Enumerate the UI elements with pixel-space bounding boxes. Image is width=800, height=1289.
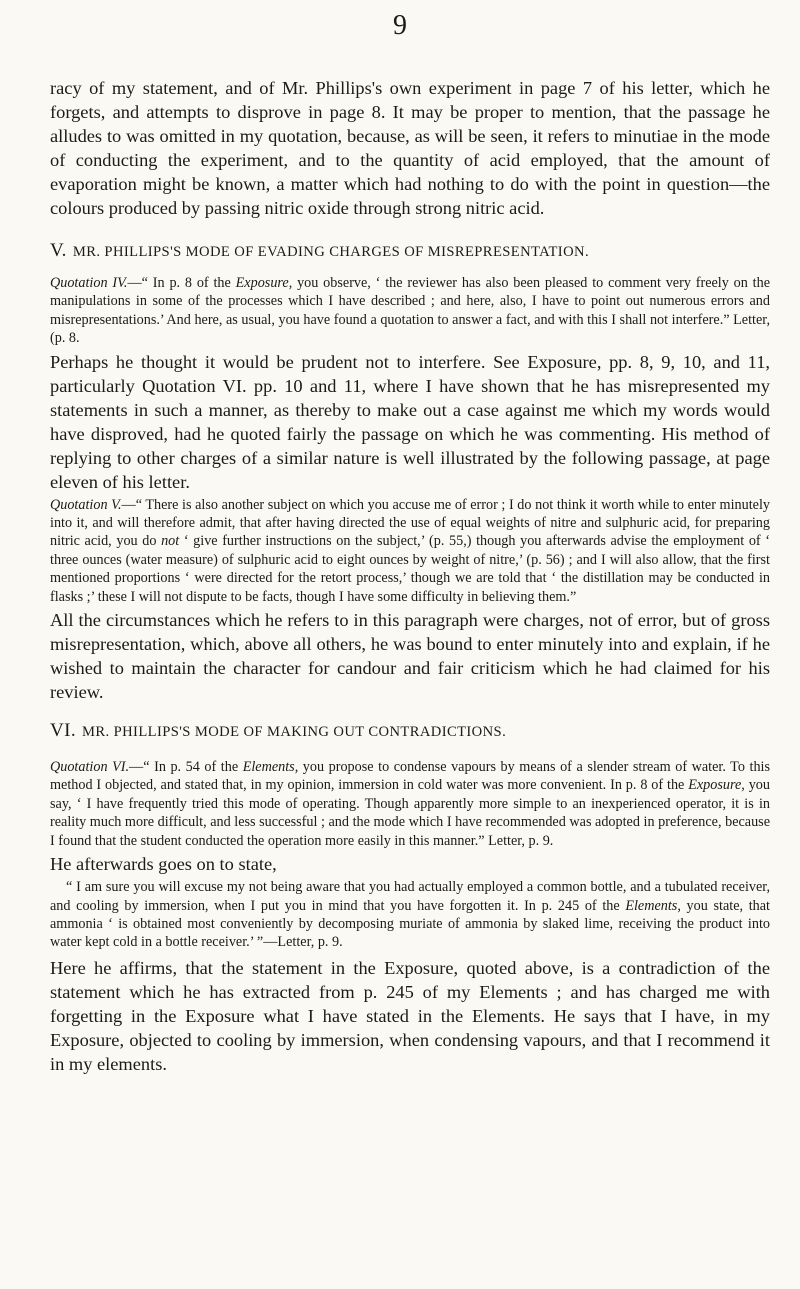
paragraph-continuation: racy of my statement, and of Mr. Phillips's own experiment in page 7 of his letter, which he forgets, and attempts to disprove in page 8. It may be proper to mention, that the passage he alludes to was omitted in my quotation, because, as will be seen, it refers to minutiae in the mode of conducting the experiment, and to the quantity of acid employed, that the amount of evaporation might be known, a matter which had nothing to do with the point in question—the colours produced by passing nitric oxide through strong nitric acid. [50,78,770,218]
quotation-label: Quotation IV. [50,275,128,291]
book-title: Exposure, [688,777,745,794]
book-title: Elements, [242,759,299,776]
emphasis-not: not [161,533,180,550]
book-title: Elements, [625,897,681,914]
section-heading-v [50,240,770,262]
quotation-v: Quotation V.—“ There is also another subject on which you accuse me of error ; I do not think it worth while to enter minutely into it, and will therefore admit, that after having directed the use of equal weights of nitre and sulphuric acid, for preparing nitric acid, you do not ‘ give further instructions on the subject,’ (p. 55,) though you afterwards advise the employment of ‘ three ounces (water measure) of sulphuric acid to eight ounces by weight of nitre,’ (p. 56) ; and I will also allow, that the first mentioned proportions ‘ were directed for the retort process,’ though we are told that ‘ the distillation may be conducted in flasks ;’ these I will not dispute to be facts, though I have some difficulty in believing them.” [50,496,770,605]
page-body [50,76,770,1076]
paragraph-reply-v: All the circumstances which he refers to in this paragraph were charges, not of error, but of gross misrepresentation, which, above all others, he was bound to enter minutely into and explain, if he wished to maintain the character for candour and fair criticism which he had claimed for his review. [50,610,770,703]
section-number: V. [50,240,67,261]
paragraph-contradiction: Here he affirms, that the statement in the Exposure, quoted above, is a contradiction of the statement which he has extracted from p. 245 of my Elements ; and has charged me with forgetting in the Exposure what I have stated in the Elements. He says that I have, in my Exposure, objected to cooling by immersion, when condensing vapours, and that I recommend it in my elements. [50,957,770,1074]
quotation-label: Quotation VI. [50,759,130,776]
quotation-vi: Quotation VI.—“ In p. 54 of the Elements, you propose to condense vapours by means of a slender stream of water. To this method I objected, and stated that, in my opinion, immersion in cold water was more convenient. In p. 8 of the Exposure, you say, ‘ I have frequently tried this mode of operating. Though apparently more simple to an inexperienced operator, it is in reality much more difficult, and less successful ; and the mode which I have recommended was adopted in preference, because I found that the student conducted the operation more easily in this manner.” Letter, p. 9. [50,759,770,849]
quotation-iv: Quotation IV.—“ In p. 8 of the Exposure, you observe, ‘ the reviewer has also been pleased to comment very freely on the manipulations in some of the processes which I have described ; and here, also, I have to point out numerous errors and misrepresentations.’ And here, as usual, you have found a quotation to answer a fact, and with this I shall not interfere.” Letter, (p. 8. [50,275,770,347]
paragraph-reply-iv: Perhaps he thought it would be prudent not to interfere. See Exposure, pp. 8, 9, 10, and 11, particularly Quotation VI. pp. 10 and 11, where I have shown that he has misrepresented my statements in such a manner, as thereby to make out a case against me which my words would have disproved, had he quoted fairly the passage on which he was commenting. His method of replying to other charges of a similar nature is well illustrated by the following passage, at page eleven of his letter. [50,351,770,492]
section-heading-vi [50,720,770,742]
page-number: 9 [393,10,407,41]
quotation-label: Quotation V. [50,496,122,513]
section-number: VI. [50,720,76,742]
paragraph-afterwards: He afterwards goes on to state, [50,854,277,875]
quotation-continued: “ I am sure you will excuse my not being aware that you had actually employed a common bottle, and a tubulated receiver, and cooling by immersion, when I put you in mind that you have forgotten it. In p. 245 of the Elements, you state, that ammonia ‘ is obtained most conveniently by decomposing muriate of ammonia by slaked lime, receiving the product into water kept cold in a bottle receiver.’ ”—Letter, p. 9. [50,879,770,951]
section-title: MR. PHILLIPS'S MODE OF EVADING CHARGES OF MISREPRESENTATION. [72,244,589,260]
book-title: Exposure, [235,275,293,291]
section-title: MR. PHILLIPS'S MODE OF MAKING OUT CONTRADICTIONS. [82,724,507,741]
